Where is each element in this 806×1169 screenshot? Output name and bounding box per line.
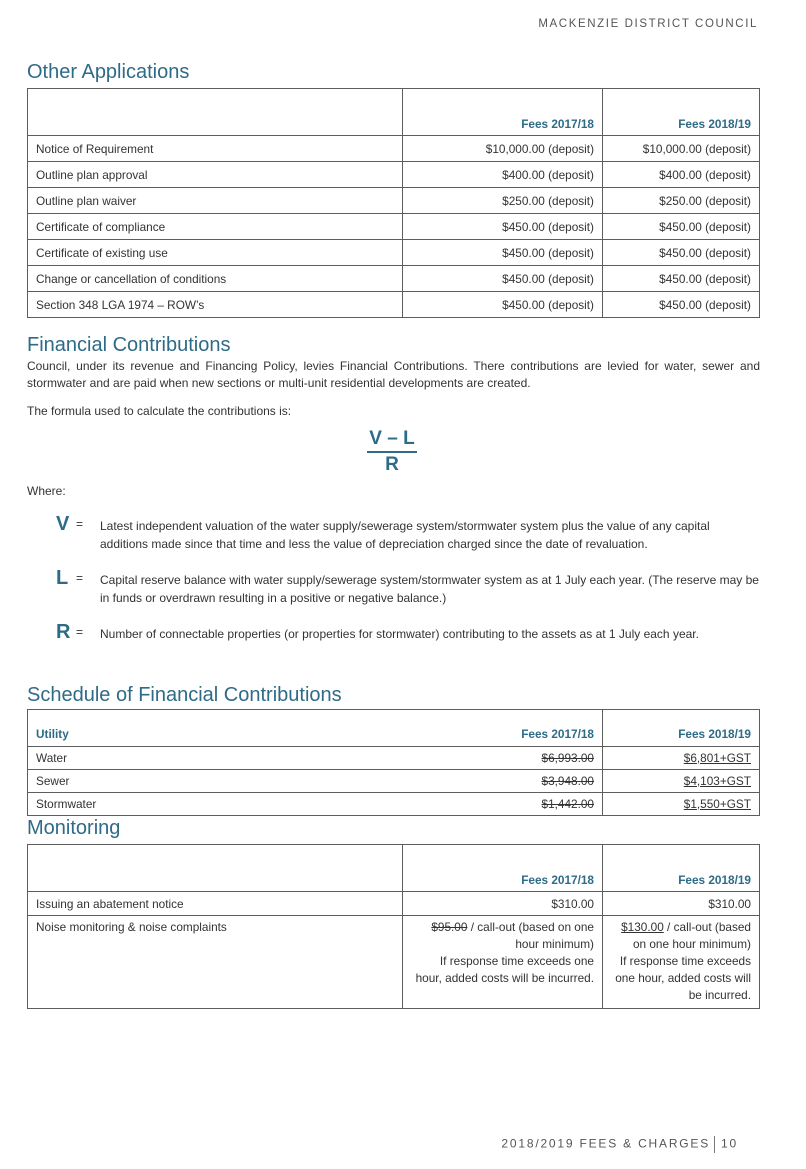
contribution-formula bbox=[350, 428, 434, 477]
row-fee-2017 bbox=[403, 916, 603, 1009]
row-fee-2018: $10,000.00 (deposit) bbox=[603, 136, 760, 162]
table-row bbox=[28, 292, 760, 318]
row-fee-2017: $310.00 bbox=[403, 892, 603, 916]
row-fee-2018: $450.00 (deposit) bbox=[603, 292, 760, 318]
table-row bbox=[28, 162, 760, 188]
header-cell-2018: Fees 2018/19 bbox=[603, 710, 760, 747]
header-cell bbox=[28, 89, 403, 136]
row-utility: Stormwater bbox=[28, 793, 403, 816]
table-row bbox=[28, 214, 760, 240]
header-cell-2018: Fees 2018/19 bbox=[603, 845, 760, 892]
row-fee-2017: $250.00 (deposit) bbox=[403, 188, 603, 214]
formula-intro: The formula used to calculate the contributions is: bbox=[27, 404, 292, 418]
table-row bbox=[28, 892, 760, 916]
row-description: Change or cancellation of conditions bbox=[28, 266, 403, 292]
fee-note: If response time exceeds one hour, added costs will be incurred. bbox=[615, 954, 751, 1002]
price-basis: / call-out (based on one hour minimum) bbox=[632, 920, 751, 951]
table-header-row bbox=[28, 89, 760, 136]
variable-symbol: R bbox=[56, 621, 71, 643]
equals-sign: = bbox=[76, 517, 84, 531]
row-description: Issuing an abatement notice bbox=[28, 892, 403, 916]
table-row bbox=[28, 916, 760, 1009]
schedule-table bbox=[27, 709, 760, 816]
table-header-row bbox=[28, 845, 760, 892]
other-applications-table bbox=[27, 88, 760, 318]
row-fee-2017: $450.00 (deposit) bbox=[403, 266, 603, 292]
old-price: $95.00 bbox=[431, 920, 468, 934]
row-utility: Sewer bbox=[28, 770, 403, 793]
header-cell-2017: Fees 2017/18 bbox=[403, 710, 603, 747]
variable-definition: Capital reserve balance with water supply/sewerage system/stormwater system as at 1 July each year. (The reserve may be in funds or overdrawn resulting in a positive or negative balance.) bbox=[100, 573, 759, 605]
header-cell-2017: Fees 2017/18 bbox=[403, 89, 603, 136]
row-description: Certificate of existing use bbox=[28, 240, 403, 266]
row-fee-2018: $6,801+GST bbox=[603, 747, 760, 770]
row-fee-2017: $450.00 (deposit) bbox=[403, 240, 603, 266]
footer-divider bbox=[714, 1136, 715, 1153]
row-description: Certificate of compliance bbox=[28, 214, 403, 240]
table-row bbox=[28, 266, 760, 292]
row-description: Notice of Requirement bbox=[28, 136, 403, 162]
header-cell bbox=[28, 845, 403, 892]
row-fee-2018: $250.00 (deposit) bbox=[603, 188, 760, 214]
equals-sign: = bbox=[76, 625, 84, 639]
table-header-row bbox=[28, 710, 760, 747]
fee-line bbox=[611, 919, 751, 953]
fee-line bbox=[411, 919, 594, 953]
footer-label: 2018/2019 FEES & CHARGES bbox=[501, 1136, 711, 1151]
row-fee-2018: $400.00 (deposit) bbox=[603, 162, 760, 188]
schedule-title: Schedule of Financial Contributions bbox=[27, 684, 342, 706]
financial-contributions-title: Financial Contributions bbox=[27, 334, 231, 356]
variable-symbol: L bbox=[56, 567, 69, 589]
table-row bbox=[28, 240, 760, 266]
row-fee-2017: $3,948.00 bbox=[403, 770, 603, 793]
table-row bbox=[28, 770, 760, 793]
table-row bbox=[28, 793, 760, 816]
row-fee-2018: $310.00 bbox=[603, 892, 760, 916]
row-fee-2018: $450.00 (deposit) bbox=[603, 240, 760, 266]
formula-numerator: V – L bbox=[367, 428, 416, 453]
where-label: Where: bbox=[27, 484, 66, 498]
table-row bbox=[28, 188, 760, 214]
page-footer bbox=[501, 1136, 738, 1153]
header-cell-utility: Utility bbox=[28, 710, 403, 747]
page-number: 10 bbox=[721, 1136, 738, 1151]
variable-definition: Number of connectable properties (or properties for stormwater) contributing to the assets as at 1 July each year. bbox=[100, 627, 699, 641]
table-row bbox=[28, 136, 760, 162]
row-fee-2018: $1,550+GST bbox=[603, 793, 760, 816]
variable-definition: Latest independent valuation of the water supply/sewerage system/stormwater system plus the value of any capital additions made since that time and less the value of depreciation charged since the date of revaluation. bbox=[100, 519, 710, 551]
row-fee-2017: $400.00 (deposit) bbox=[403, 162, 603, 188]
monitoring-table bbox=[27, 844, 760, 1009]
row-fee-2018: $4,103+GST bbox=[603, 770, 760, 793]
row-description: Outline plan waiver bbox=[28, 188, 403, 214]
row-fee-2018: $450.00 (deposit) bbox=[603, 266, 760, 292]
row-description: Outline plan approval bbox=[28, 162, 403, 188]
row-fee-2017: $10,000.00 (deposit) bbox=[403, 136, 603, 162]
row-fee-2017: $1,442.00 bbox=[403, 793, 603, 816]
running-header: MACKENZIE DISTRICT COUNCIL bbox=[538, 18, 758, 30]
header-cell-2017: Fees 2017/18 bbox=[403, 845, 603, 892]
financial-contributions-intro: Council, under its revenue and Financing Policy, levies Financial Contributions. There contributions are levied for water, sewer and stormwater and are paid when new sections or multi-unit residential developments are created. bbox=[27, 359, 760, 390]
other-applications-title: Other Applications bbox=[27, 61, 190, 83]
row-fee-2017: $450.00 (deposit) bbox=[403, 292, 603, 318]
row-fee-2017: $450.00 (deposit) bbox=[403, 214, 603, 240]
equals-sign: = bbox=[76, 571, 84, 585]
new-price: $130.00 bbox=[621, 920, 664, 934]
price-basis: / call-out (based on one hour minimum) bbox=[467, 920, 594, 951]
formula-denominator: R bbox=[385, 454, 399, 475]
table-row bbox=[28, 747, 760, 770]
row-fee-2017: $6,993.00 bbox=[403, 747, 603, 770]
row-description: Section 348 LGA 1974 – ROW’s bbox=[28, 292, 403, 318]
fee-note: If response time exceeds one hour, added costs will be incurred. bbox=[415, 954, 594, 985]
row-fee-2018 bbox=[603, 916, 760, 1009]
variable-symbol: V bbox=[56, 513, 70, 535]
row-fee-2018: $450.00 (deposit) bbox=[603, 214, 760, 240]
header-cell-2018: Fees 2018/19 bbox=[603, 89, 760, 136]
row-utility: Water bbox=[28, 747, 403, 770]
monitoring-title: Monitoring bbox=[27, 817, 121, 839]
row-description: Noise monitoring & noise complaints bbox=[28, 916, 403, 1009]
